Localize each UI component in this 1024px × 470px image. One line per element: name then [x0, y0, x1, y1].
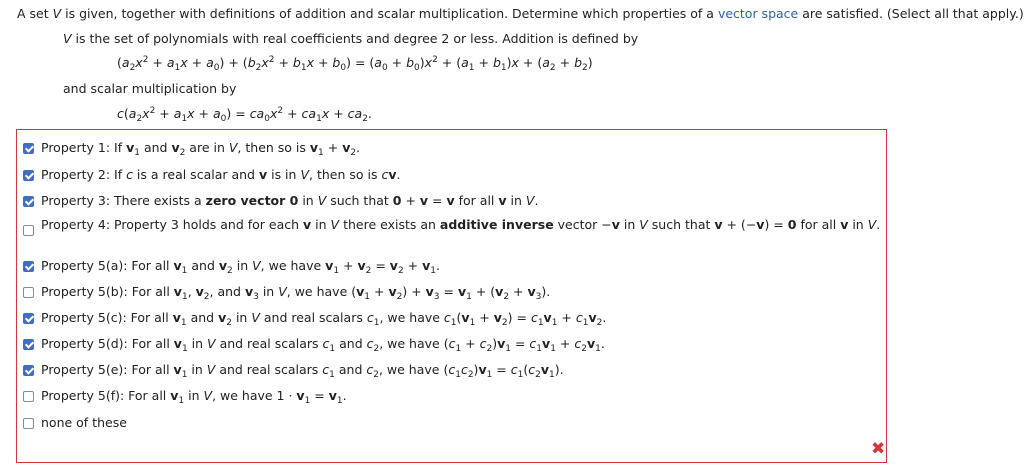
addition-formula: $(a_2x^2 + a_1x + a_0) + (b_2x^2 + b_1x + b_0) = (a_0 + b_0)x^2 + (a_1 + b_1)x + (a_2 + b_2)$ [117, 55, 593, 73]
option-label: Property 5(d): For all $v_1$ in V and real scalars $c_1$ and $c_2$, we have $(c_1 + c_2)v_1 = c_1v_1 + c_2v_1$. [41, 336, 605, 354]
checkbox[interactable] [23, 170, 34, 181]
set-symbol: V [63, 31, 72, 46]
checkbox[interactable] [23, 261, 34, 272]
option-label: Property 5(c): For all $v_1$ and $v_2$ in V and real scalars $c_1$, we have $c_1(v_1 + v_2) = c_1v_1 + c_1v_2$. [41, 310, 607, 328]
option-label: Property 4: Property 3 holds and for each v in V there exists an additive inverse vector −v in V such that v + (−v) = 0 for all v in V. [41, 217, 881, 232]
option-label: Property 5(f): For all $v_1$ in V, we have $1 \cdot v_1 = v_1$. [41, 388, 347, 406]
option-label: Property 3: There exists a zero vector 0 in V such that 0 + v = v for all v in V. [41, 193, 539, 208]
option-label: none of these [41, 415, 127, 430]
option-label: Property 1: If $v_1$ and $v_2$ are in V, then so is $v_1 + v_2$. [41, 140, 361, 158]
prompt-text: are satisfied. (Select all that apply.) [798, 6, 1024, 21]
checkbox[interactable] [23, 313, 34, 324]
option-label: Property 2: If c is a real scalar and v is in V, then so is cv. [41, 167, 401, 182]
option-label: Property 5(b): For all $v_1$, $v_2$, and $v_3$ in V, we have $(v_1 + v_2) + v_3 = v_1 + (v_2 + v_3)$. [41, 284, 551, 302]
prompt-text: A set [17, 6, 53, 21]
checkbox[interactable] [23, 365, 34, 376]
checkbox[interactable] [23, 339, 34, 350]
option-label: Property 5(a): For all $v_1$ and $v_2$ in V, we have $v_1 + v_2 = v_2 + v_1$. [41, 258, 440, 276]
x-mark-icon: ✖ [871, 439, 886, 459]
option-label: Property 5(e): For all $v_1$ in V and real scalars $c_1$ and $c_2$, we have $(c_1c_2)v_1 = c_1(c_2v_1)$. [41, 362, 564, 380]
set-definition [63, 31, 638, 46]
set-definition-text: is the set of polynomials with real coefficients and degree 2 or less. Addition is defined by [71, 31, 639, 46]
scalar-formula: $c(a_2x^2 + a_1x + a_0) = ca_0x^2 + ca_1x + ca_2$. [117, 106, 372, 124]
checkbox[interactable] [23, 391, 34, 402]
checkbox[interactable] [23, 287, 34, 298]
checkbox[interactable] [23, 418, 34, 429]
answer-options-box [16, 129, 887, 463]
prompt-text: is given, together with definitions of addition and scalar multiplication. Determine which properties of a [61, 6, 718, 21]
checkbox[interactable] [23, 225, 34, 236]
question-prompt [17, 6, 1024, 21]
checkbox[interactable] [23, 143, 34, 154]
prompt-set-symbol: V [52, 6, 62, 21]
scalar-intro: and scalar multiplication by [63, 81, 237, 96]
checkbox[interactable] [23, 196, 34, 207]
vector-space-link[interactable]: vector space [717, 6, 799, 21]
